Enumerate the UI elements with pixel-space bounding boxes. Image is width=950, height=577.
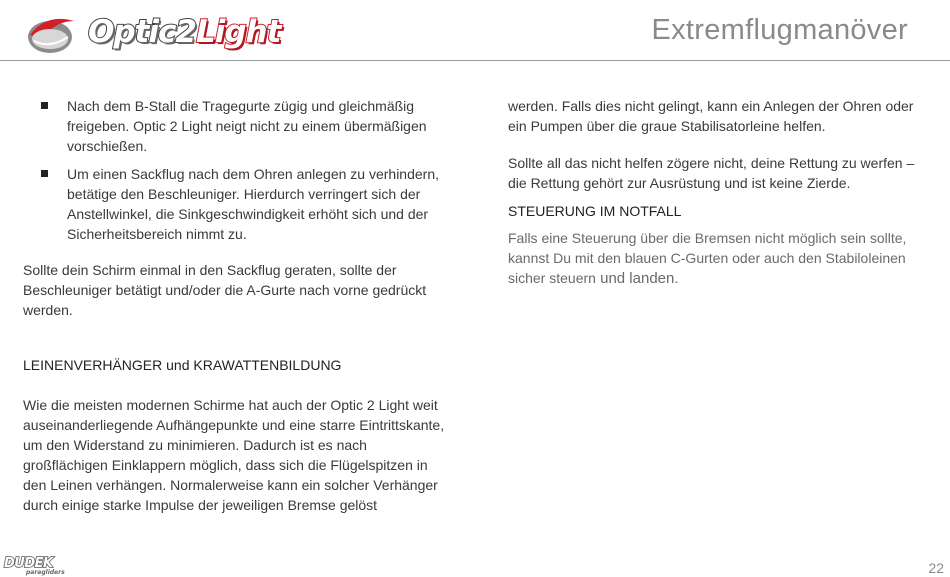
logo-word-light: Light	[195, 14, 281, 50]
left-column	[23, 96, 453, 320]
paragraph-sackflug: Sollte dein Schirm einmal in den Sackflug geraten, sollte der Beschleuniger betätigt und/oder die A-Gurte nach vorne gedrückt werden.	[23, 262, 427, 318]
dudek-subtitle: paragliders	[26, 569, 65, 576]
section-heading-steuerung: STEUERUNG IM NOTFALL	[508, 203, 682, 219]
paragraph-leinenverhaenger: Wie die meisten modernen Schirme hat auch der Optic 2 Light weit auseinanderliegende Aufhängepunkte und eine starre Eintrittskante, um den Widerstand zu minimieren. Dadurch ist es nach großflächigen Einklappern möglich, dass sich die Flügelspitzen in den Leinen verhängen. Normalerweise kann ein solcher Verhänger durch einige starke Impulse der jeweiligen Bremse gelöst	[23, 397, 445, 513]
logo-wordmark	[88, 14, 280, 50]
paragraph-steuerung	[508, 228, 928, 289]
page-number: 22	[928, 560, 944, 576]
paragraph-continuation: werden. Falls dies nicht gelingt, kann ein Anlegen der Ohren oder ein Pumpen über die graue Stabilisatorleine helfen.	[508, 98, 914, 134]
page-title: Extremflugmanöver	[651, 14, 908, 46]
bullet-item-sackflug	[23, 164, 453, 244]
page-header	[0, 0, 950, 62]
bullet-item-bstall	[23, 96, 453, 156]
bullet-text: Um einen Sackflug nach dem Ohren anlegen zu verhindern, betätige den Beschleuniger. Hierdurch verringert sich der Anstellwinkel, die Sinkgeschwindigkeit erhöht sich und der Sicherheitsbereich nimmt zu.	[67, 166, 439, 242]
bullet-list	[23, 96, 453, 244]
bullet-text: Nach dem B-Stall die Tragegurte zügig und gleichmäßig freigeben. Optic 2 Light neigt nicht zu einem übermäßigen vorschießen.	[67, 98, 427, 154]
right-column	[508, 96, 928, 289]
header-divider	[0, 60, 950, 61]
dudek-logo	[4, 556, 76, 576]
bullet-square-icon	[41, 102, 48, 109]
bullet-square-icon	[41, 170, 48, 177]
section-heading-leinenverhaenger: LEINENVERHÄNGER und KRAWATTENBILDUNG	[23, 357, 342, 373]
optic2light-logo	[26, 11, 298, 55]
logo-swoosh-icon	[26, 11, 86, 55]
logo-word-optic2: Optic2	[88, 14, 196, 50]
paragraph-steuerung-tail: und landen.	[595, 270, 679, 287]
paragraph-rettung: Sollte all das nicht helfen zögere nicht, deine Rettung zu werfen – die Rettung gehört zur Ausrüstung und ist keine Zierde.	[508, 155, 915, 191]
dudek-wordmark: DUDEK	[4, 556, 53, 571]
paragraph-steuerung-main: Falls eine Steuerung über die Bremsen nicht möglich sein sollte, kannst Du mit den blauen C-Gurten oder auch den Stabiloleinen sicher steuern	[508, 230, 907, 286]
